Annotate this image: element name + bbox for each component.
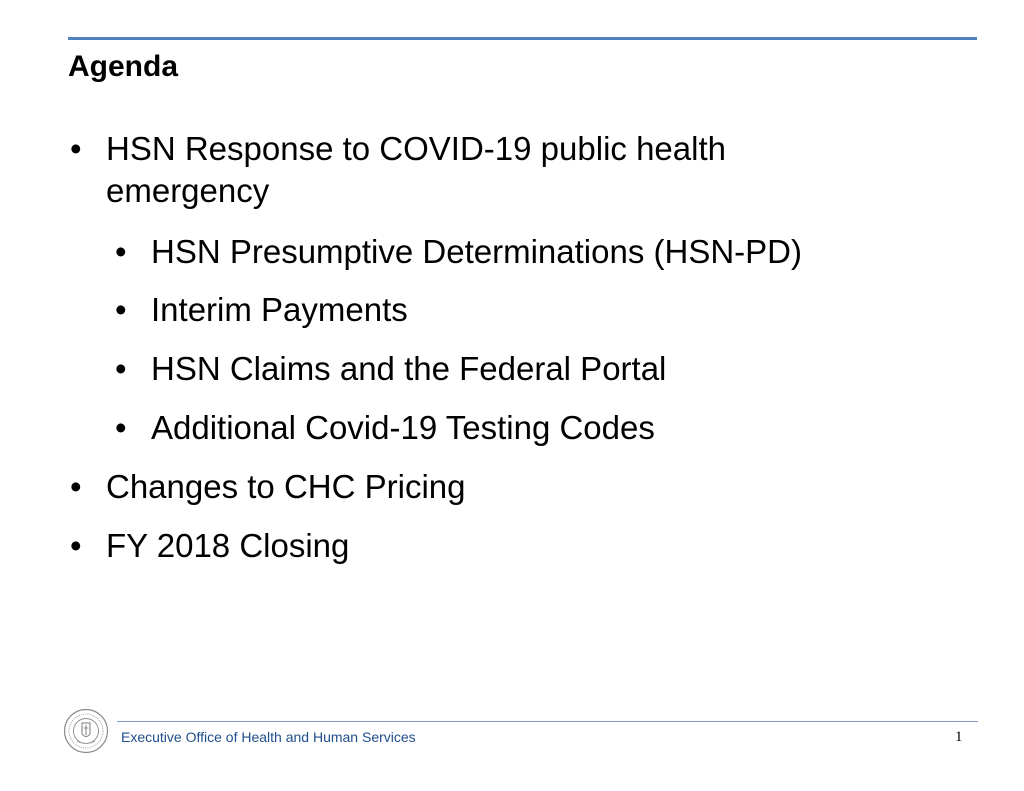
bullet-icon: • [70,130,82,167]
footer-divider [117,721,978,722]
bullet-icon: • [70,468,82,505]
bullet-icon: • [115,409,127,446]
agenda-subitem [115,289,408,331]
agenda-item-text: HSN Response to COVID-19 public health emergency [106,130,726,209]
agenda-subitem [115,231,802,273]
bullet-icon: • [115,233,127,270]
bullet-icon: • [115,350,127,387]
agenda-item-text: Additional Covid-19 Testing Codes [151,409,655,446]
page-number: 1 [955,729,963,745]
agenda-item-text: HSN Presumptive Determinations (HSN-PD) [151,233,802,270]
agenda-subitem [115,407,655,449]
agenda-item [70,525,350,567]
title-divider [68,37,977,40]
bullet-icon: • [70,527,82,564]
slide-title: Agenda [68,50,179,83]
footer-organization: Executive Office of Health and Human Services [121,729,416,745]
state-seal-icon [63,708,109,754]
bullet-icon: • [115,291,127,328]
agenda-item-text: HSN Claims and the Federal Portal [151,350,667,387]
agenda-item-text: Changes to CHC Pricing [106,468,466,505]
agenda-item [70,128,806,212]
agenda-subitem [115,348,667,390]
agenda-item-text: FY 2018 Closing [106,527,350,564]
agenda-item [70,466,466,508]
agenda-item-text: Interim Payments [151,291,408,328]
